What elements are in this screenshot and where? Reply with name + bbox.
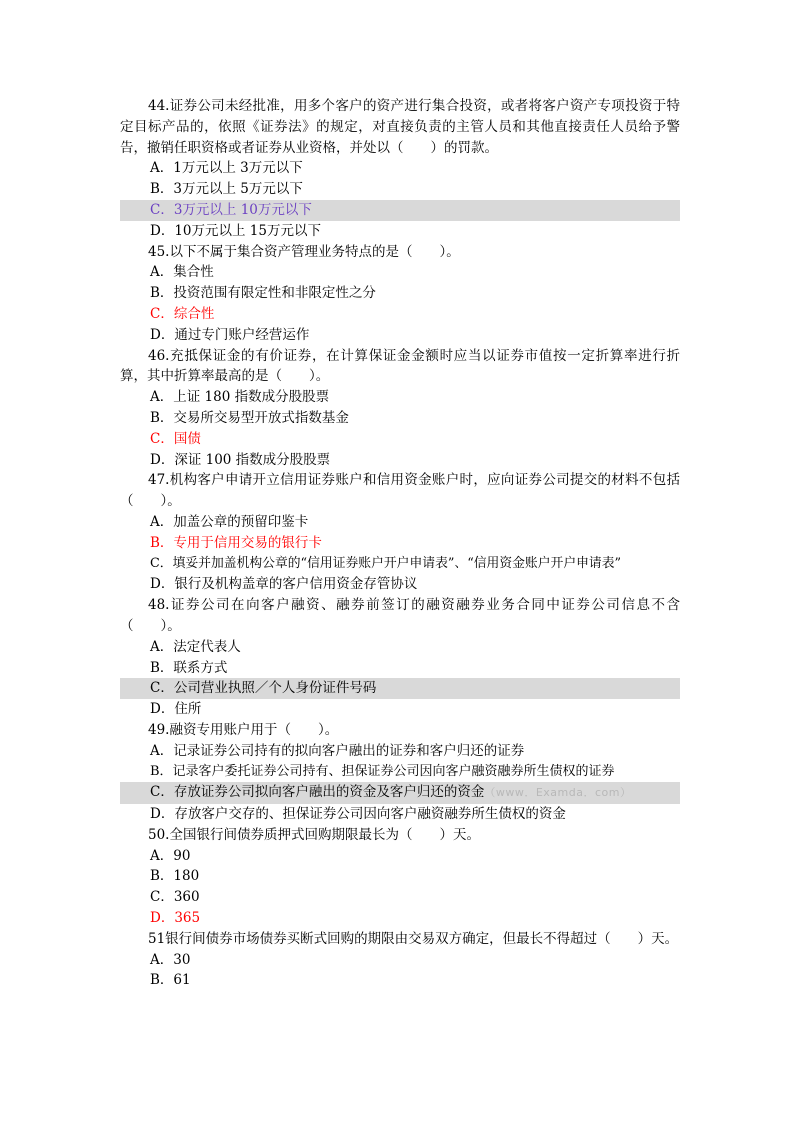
question-51-stem: 51银行间债券市场债券买断式回购的期限由交易双方确定，但最长不得超过（ ）天。 bbox=[148, 930, 679, 947]
question-44-stem: 44.证券公司未经批准，用多个客户的资产进行集合投资，或者将客户资产专项投资于特定目标产品的，依照《证券法》的规定，对直接负责的主管人员和其他直接责任人员给予警告，撤销任职资格或者证券从业资格，并处以（ ）的罚款。 bbox=[120, 98, 680, 156]
question-44-option-c-answer: C．3万元以上 10万元以下 bbox=[120, 200, 680, 221]
question-44-option-b: B．3万元以上 5万元以下 bbox=[150, 181, 303, 198]
question-51-option-b: B．61 bbox=[150, 972, 191, 989]
question-46-option-a: A．上证 180 指数成分股股票 bbox=[150, 389, 330, 406]
question-45-stem: 45.以下不属于集合资产管理业务特点的是（ ）。 bbox=[148, 243, 460, 260]
question-49-option-a: A．记录证券公司持有的拟向客户融出的证券和客户归还的证券 bbox=[150, 742, 525, 759]
question-46-option-c-answer: C．国债 bbox=[150, 430, 201, 447]
question-45-option-c-answer: C．综合性 bbox=[150, 305, 215, 322]
question-49-option-b: B．记录客户委托证券公司持有、担保证券公司因向客户融资融券所生债权的证券 bbox=[150, 763, 615, 779]
question-47-option-c: C．填妥并加盖机构公章的“信用证券账户开户申请表”、“信用资金账户开户申请表” bbox=[150, 555, 622, 571]
question-45-option-a: A．集合性 bbox=[150, 264, 214, 281]
question-45-option-d: D．通过专门账户经营运作 bbox=[150, 326, 310, 343]
question-45-option-b: B．投资范围有限定性和非限定性之分 bbox=[150, 285, 376, 302]
question-51-option-a: A．30 bbox=[150, 951, 191, 968]
question-49-option-d: D．存放客户交存的、担保证券公司因向客户融资融券所生债权的资金 bbox=[150, 806, 566, 823]
question-47-option-d: D．银行及机构盖章的客户信用资金存管协议 bbox=[150, 576, 418, 593]
question-47-option-b-answer: B．专用于信用交易的银行卡 bbox=[150, 534, 322, 551]
question-46-stem: 46.充抵保证金的有价证券，在计算保证金金额时应当以证券市值按一定折算率进行折算，其中折算率最高的是（ ）。 bbox=[120, 347, 680, 385]
question-44-option-a: A．1万元以上 3万元以下 bbox=[150, 160, 303, 177]
question-50-option-c: C．360 bbox=[150, 889, 200, 906]
question-49-stem: 49.融资专用账户用于（ ）。 bbox=[148, 721, 339, 738]
question-47-option-a: A．加盖公章的预留印鉴卡 bbox=[150, 513, 309, 530]
watermark: （www．Examda．com） bbox=[484, 786, 632, 800]
document-page bbox=[120, 96, 680, 991]
question-49-option-c-answer bbox=[120, 782, 680, 804]
question-49-option-c-text: C．存放证券公司拟向客户融出的资金及客户归还的资金 bbox=[150, 784, 485, 801]
question-50-option-b: B．180 bbox=[150, 868, 200, 885]
question-46-option-b: B．交易所交易型开放式指数基金 bbox=[150, 409, 349, 426]
question-44-option-d: D．10万元以上 15万元以下 bbox=[150, 222, 321, 239]
question-50-option-d-answer: D．365 bbox=[150, 910, 201, 927]
question-50-stem: 50.全国银行间债券质押式回购期限最长为（ ）天。 bbox=[148, 826, 480, 843]
question-48-stem: 48.证券公司在向客户融资、融券前签订的融资融券业务合同中证券公司信息不含（ ）。 bbox=[120, 597, 680, 634]
question-48-option-a: A．法定代表人 bbox=[150, 638, 241, 655]
question-48-option-b: B．联系方式 bbox=[150, 659, 228, 676]
question-48-option-d: D．住所 bbox=[150, 701, 202, 718]
question-48-option-c-answer: C．公司营业执照／个人身份证件号码 bbox=[120, 678, 680, 699]
question-46-option-d: D．深证 100 指数成分股股票 bbox=[150, 451, 331, 468]
question-47-stem: 47.机构客户申请开立信用证券账户和信用资金账户时，应向证券公司提交的材料不包括（ ）。 bbox=[120, 472, 680, 510]
question-50-option-a: A．90 bbox=[150, 847, 191, 864]
